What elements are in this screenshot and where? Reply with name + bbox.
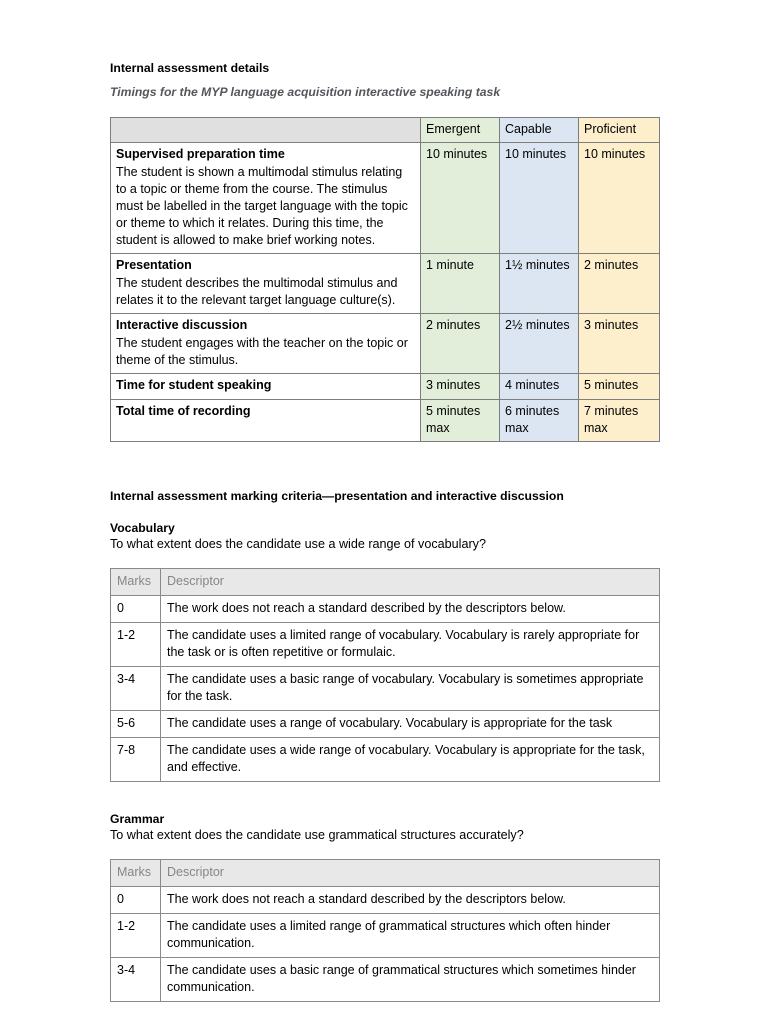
table-row xyxy=(111,143,660,254)
timings-cell-emergent: 3 minutes xyxy=(421,374,500,400)
vocabulary-descriptor: The candidate uses a limited range of vocabulary. Vocabulary is rarely appropriate for the task or is often repetitive or formulaic. xyxy=(161,623,660,667)
vocabulary-marks: 0 xyxy=(111,596,161,623)
grammar-header-marks: Marks xyxy=(111,860,161,887)
timings-header-emergent: Emergent xyxy=(421,118,500,143)
table-row xyxy=(111,738,660,782)
table-row xyxy=(111,711,660,738)
row-label: Time for student speaking xyxy=(116,378,272,392)
timings-row-label-cell xyxy=(111,314,421,374)
vocabulary-descriptor: The candidate uses a basic range of vocabulary. Vocabulary is sometimes appropriate for the task. xyxy=(161,667,660,711)
row-description: The student engages with the teacher on the topic or theme of the stimulus. xyxy=(116,336,408,367)
table-row xyxy=(111,596,660,623)
vocabulary-descriptor: The work does not reach a standard described by the descriptors below. xyxy=(161,596,660,623)
timings-cell-capable: 1½ minutes xyxy=(500,254,579,314)
row-label: Supervised preparation time xyxy=(116,147,285,161)
vocabulary-question: To what extent does the candidate use a wide range of vocabulary? xyxy=(110,537,486,551)
table-row xyxy=(111,400,660,442)
timings-table xyxy=(110,117,660,442)
vocabulary-marks: 7-8 xyxy=(111,738,161,782)
vocabulary-marks: 1-2 xyxy=(111,623,161,667)
grammar-criteria-table xyxy=(110,859,660,1002)
timings-cell-proficient: 10 minutes xyxy=(579,143,660,254)
table-row xyxy=(111,314,660,374)
page-title: Internal assessment details xyxy=(110,61,270,75)
table-row xyxy=(111,887,660,914)
table-row xyxy=(111,254,660,314)
timings-cell-proficient: 7 minutes max xyxy=(579,400,660,442)
section-spacer xyxy=(110,782,660,811)
row-label: Interactive discussion xyxy=(116,318,248,332)
vocabulary-marks: 5-6 xyxy=(111,711,161,738)
page-subtitle: Timings for the MYP language acquisition interactive speaking task xyxy=(110,85,501,99)
timings-cell-proficient: 3 minutes xyxy=(579,314,660,374)
timings-row-label-cell xyxy=(111,143,421,254)
row-description: The student is shown a multimodal stimulus relating to a topic or theme from the course. The stimulus must be labelled in the target language with the topic or theme to which it relates. During this time, the student is allowed to make brief working notes. xyxy=(116,165,408,247)
section-spacer xyxy=(110,442,660,488)
vocabulary-marks: 3-4 xyxy=(111,667,161,711)
timings-row-label-cell xyxy=(111,400,421,442)
timings-cell-emergent: 5 minutes max xyxy=(421,400,500,442)
grammar-marks: 3-4 xyxy=(111,958,161,1002)
vocabulary-descriptor: The candidate uses a wide range of vocabulary. Vocabulary is appropriate for the task, and effective. xyxy=(161,738,660,782)
timings-row-label-cell xyxy=(111,374,421,400)
table-row xyxy=(111,914,660,958)
table-header-row xyxy=(111,569,660,596)
grammar-descriptor: The candidate uses a limited range of grammatical structures which often hinder communication. xyxy=(161,914,660,958)
timings-cell-emergent: 1 minute xyxy=(421,254,500,314)
vocabulary-criteria-table xyxy=(110,568,660,782)
vocabulary-heading: Vocabulary xyxy=(110,521,175,535)
timings-cell-capable: 6 minutes max xyxy=(500,400,579,442)
timings-cell-emergent: 2 minutes xyxy=(421,314,500,374)
timings-cell-proficient: 5 minutes xyxy=(579,374,660,400)
grammar-marks: 1-2 xyxy=(111,914,161,958)
timings-header-capable: Capable xyxy=(500,118,579,143)
timings-cell-capable: 10 minutes xyxy=(500,143,579,254)
criteria-section-heading: Internal assessment marking criteria—presentation and interactive discussion xyxy=(110,489,564,503)
table-row xyxy=(111,623,660,667)
table-row xyxy=(111,374,660,400)
table-header-row xyxy=(111,118,660,143)
timings-cell-capable: 4 minutes xyxy=(500,374,579,400)
vocabulary-header-descriptor: Descriptor xyxy=(161,569,660,596)
grammar-descriptor: The work does not reach a standard described by the descriptors below. xyxy=(161,887,660,914)
vocabulary-descriptor: The candidate uses a range of vocabulary. Vocabulary is appropriate for the task xyxy=(161,711,660,738)
timings-cell-capable: 2½ minutes xyxy=(500,314,579,374)
grammar-header-descriptor: Descriptor xyxy=(161,860,660,887)
grammar-question: To what extent does the candidate use grammatical structures accurately? xyxy=(110,828,524,842)
grammar-descriptor: The candidate uses a basic range of grammatical structures which sometimes hinder communication. xyxy=(161,958,660,1002)
timings-cell-proficient: 2 minutes xyxy=(579,254,660,314)
timings-header-proficient: Proficient xyxy=(579,118,660,143)
grammar-heading: Grammar xyxy=(110,812,165,826)
vocabulary-header-marks: Marks xyxy=(111,569,161,596)
grammar-marks: 0 xyxy=(111,887,161,914)
timings-header-blank xyxy=(111,118,421,143)
table-header-row xyxy=(111,860,660,887)
timings-cell-emergent: 10 minutes xyxy=(421,143,500,254)
table-row xyxy=(111,667,660,711)
row-label: Total time of recording xyxy=(116,404,251,418)
timings-row-label-cell xyxy=(111,254,421,314)
table-row xyxy=(111,958,660,1002)
row-label: Presentation xyxy=(116,258,192,272)
row-description: The student describes the multimodal stimulus and relates it to the relevant target language culture(s). xyxy=(116,276,398,307)
